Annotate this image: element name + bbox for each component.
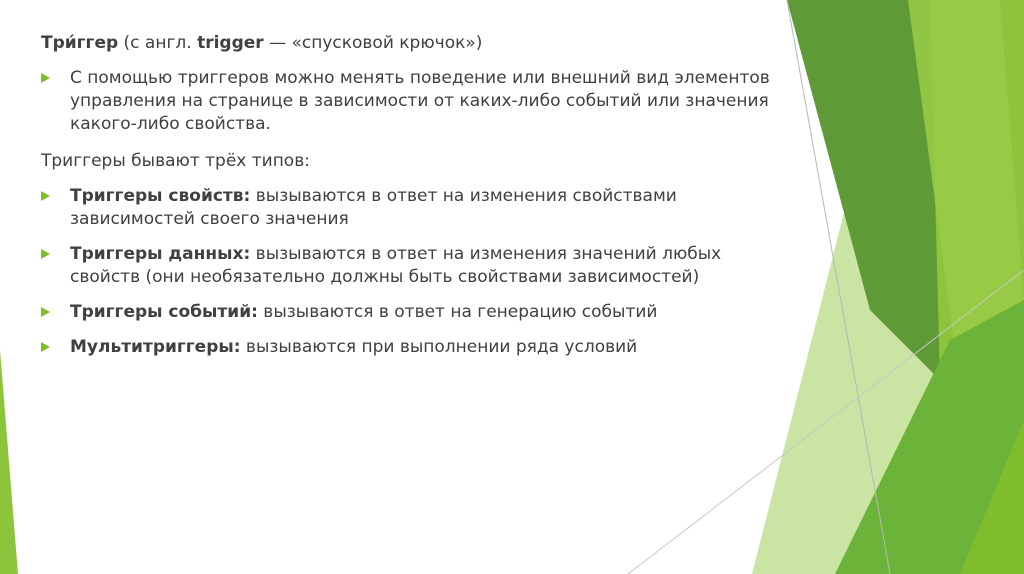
intro-bullet bbox=[41, 67, 776, 136]
list-item bbox=[41, 301, 776, 324]
type-name: Триггеры свойств: bbox=[70, 186, 251, 206]
bullet-arrow-icon bbox=[41, 249, 50, 259]
type-text: вызываются при выполнении ряда условий bbox=[240, 337, 638, 357]
type-name: Мультитриггеры: bbox=[70, 337, 241, 357]
left-edge-shape bbox=[0, 350, 18, 574]
definition-intro: (с англ. bbox=[118, 33, 198, 53]
list-item bbox=[41, 243, 776, 289]
bullet-arrow-icon bbox=[41, 191, 50, 201]
intro-bullet-text: С помощью триггеров можно менять поведение или внешний вид элементов управления на странице в зависимости от каких-либо событий или значения какого-либо свойства. bbox=[70, 68, 770, 134]
bullet-arrow-icon bbox=[41, 342, 50, 352]
definition-line bbox=[41, 32, 776, 55]
list-item bbox=[41, 336, 776, 359]
definition-word: trigger bbox=[197, 33, 264, 53]
definition-meaning: — «спусковой крючок») bbox=[263, 33, 483, 53]
type-text: вызываются в ответ на генерацию событий bbox=[257, 302, 658, 322]
definition-term: Три́ггер bbox=[41, 33, 119, 53]
type-text: вызываются в ответ на изменения значений любых свойств (они необязательно должны быть свойствами зависимостей) bbox=[70, 244, 722, 287]
bullet-arrow-icon bbox=[41, 73, 50, 83]
text-content bbox=[41, 32, 776, 371]
types-heading: Триггеры бывают трёх типов: bbox=[41, 151, 310, 171]
list-item bbox=[41, 185, 776, 231]
type-name: Триггеры событий: bbox=[70, 302, 258, 322]
type-name: Триггеры данных: bbox=[70, 244, 251, 264]
bullet-arrow-icon bbox=[41, 307, 50, 317]
type-text: вызываются в ответ на изменения свойствами зависимостей своего значения bbox=[70, 186, 677, 229]
